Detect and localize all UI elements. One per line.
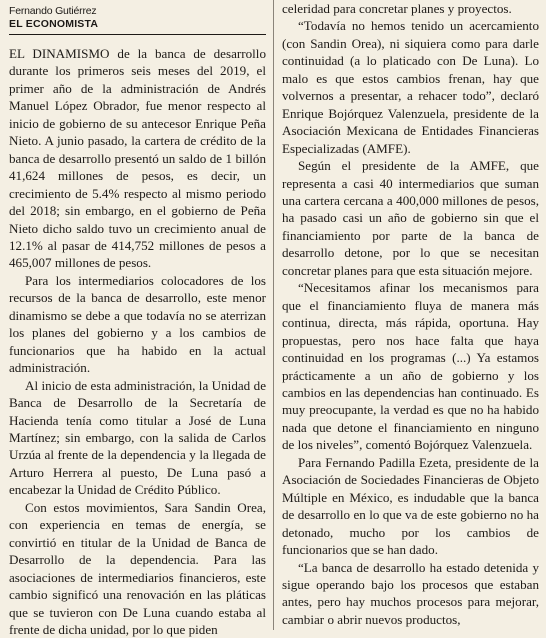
column-divider <box>273 0 274 630</box>
outlet-name: EL ECONOMISTA <box>9 18 99 30</box>
paragraph: “Necesitamos afinar los mecanismos para que el financiamiento fluya de manera más continua, directa, más rápida, oportuna. Hay propuestas, pero nos hace falta que haya continuidad en los programas (...) Ya estamos prácticamente a un año de gobierno y los cambios en las dependencias han continuado. Es muy preocupante, la verdad es que no ha habido nada que detone el financiamiento en ninguno de los niveles”, comentó Bojórquez Valenzuela. <box>282 280 539 453</box>
paragraph: Con estos movimientos, Sara Sandin Orea, con experiencia en temas de energía, se convirtió en titular de la Unidad de Banca de Desarrollo de la dependencia. Para las asociaciones de intermediarios financieros, este cambio significó una renovación en las pláticas que se tuvieron con De Luna cuando estaba al frente de dicha unidad, por lo que piden <box>9 499 266 637</box>
paragraph: celeridad para concretar planes y proyectos. <box>282 1 512 16</box>
paragraph: “La banca de desarrollo ha estado detenida y sigue operando bajo los procesos que estaban antes, pero hay muchos procesos para mejorar, cambiar o abrir nuevos productos, <box>282 559 539 627</box>
paragraph: Al inicio de esta administración, la Unidad de Banca de Desarrollo de la Secretaría de Hacienda tenía como titular a José de Luna Martínez; sin embargo, con la salida de Carlos Urzúa al frente de la dependencia y la llegada de Arturo Herrera al puesto, De Luna pasó a encabezar la Unidad de Crédito Público. <box>9 377 266 498</box>
paragraph: Para los intermediarios colocadores de los recursos de la banca de desarrollo, este menor dinamismo se debe a que todavía no se aterrizan los planes del gobierno y a los cambios de funcionarios que ha habido en la actual administración. <box>9 272 266 376</box>
left-column <box>9 0 266 638</box>
byline-rule <box>9 34 266 35</box>
paragraph: “Todavía no hemos tenido un acercamiento (con Sandin Orea), ni siquiera como para darle continuidad (a lo platicado con De Luna). Lo malo es que estos cambios frenan, hay que volvernos a presentar, a rehacer todo”, declaró Enrique Bojórquez Valenzuela, presidente de la Asociación Mexicana de Entidades Financieras Especializadas (AMFE). <box>282 18 539 156</box>
paragraph: EL DINAMISMO de la banca de desarrollo durante los primeros seis meses del 2019, el primer año de la administración de Andrés Manuel López Obrador, fue menor respecto al inicio de gobierno de su antecesor Enrique Peña Nieto. A junio pasado, la cartera de crédito de la banca de desarrollo presentó un saldo de 1 billón 41,624 millones de pesos, es decir, un crecimiento de 5.4% respecto al mismo periodo del 2018; sin embargo, en el gobierno de Peña Nieto dicho saldo tuvo un crecimiento anual de 12.1% al pasar de 414,752 millones de pesos a 465,007 millones de pesos. <box>9 46 266 271</box>
author-name: Fernando Gutiérrez <box>9 5 97 17</box>
right-column <box>282 0 539 628</box>
paragraph: Para Fernando Padilla Ezeta, presidente de la Asociación de Sociedades Financieras de Objeto Múltiple en México, es indudable que la banca de desarrollo en lo que va de este gobierno no ha detonado, mucho por los cambios de funcionarios que se han dado. <box>282 454 539 558</box>
paragraph: Según el presidente de la AMFE, que representa a casi 40 intermediarios que suman una cartera cercana a 400,000 millones de pesos, ha pasado casi un año de gobierno sin que el financiamiento por parte de la banca de desarrollo detone, por lo que se necesitan concretar planes para que esta situación mejore. <box>282 158 539 278</box>
